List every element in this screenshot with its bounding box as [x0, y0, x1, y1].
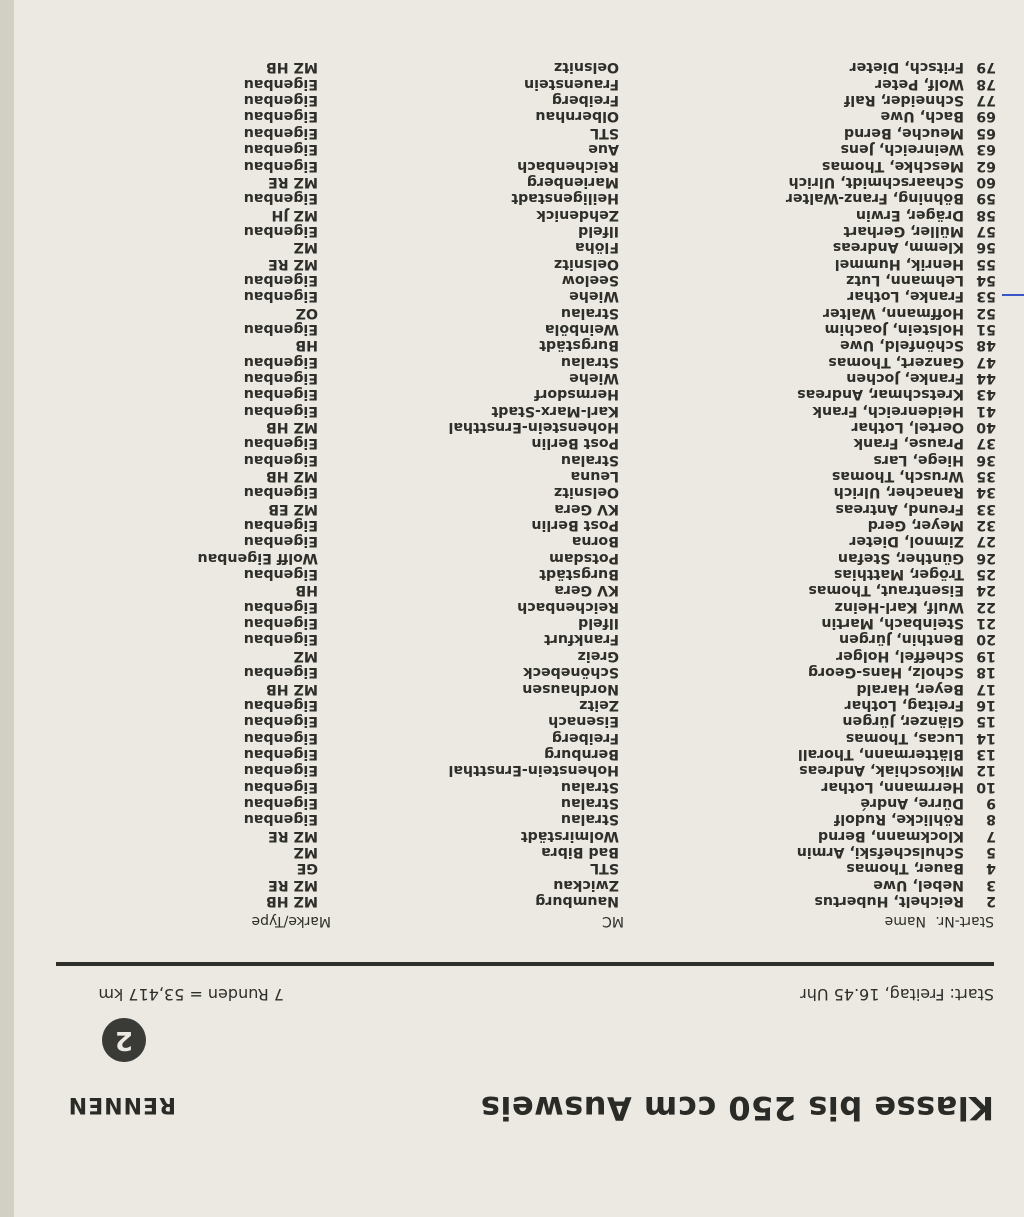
entry-club: STL [590, 124, 619, 141]
entry-start-nr: 58 [976, 206, 996, 223]
entry-club: Greiz [577, 647, 619, 664]
entry-club: Ilfeld [578, 222, 619, 239]
entry-start-nr: 5 [986, 843, 996, 860]
entry-name: Steinbach, Martin [821, 615, 964, 632]
list-item [0, 59, 1024, 75]
entry-brand: MZ [293, 843, 318, 860]
entry-brand: Eigenbau [243, 157, 318, 174]
entry-club: Reichenbach [517, 598, 619, 615]
entry-brand: Eigenbau [243, 745, 318, 762]
entry-name: Weinreich, Jens [840, 141, 964, 158]
race-number-badge: 2 [102, 1018, 146, 1062]
entry-name: Meyer, Gerd [867, 517, 964, 534]
list-item [0, 288, 1024, 304]
entry-brand: Eigenbau [243, 108, 318, 125]
list-item [0, 795, 1024, 811]
entry-name: Lucas, Thomas [845, 729, 964, 746]
entry-start-nr: 57 [976, 222, 996, 239]
list-item [0, 402, 1024, 418]
entry-club: Stralau [560, 811, 619, 828]
entry-brand: Eigenbau [243, 517, 318, 534]
entry-club: Wolmirstädt [520, 827, 619, 844]
entry-list [0, 59, 1024, 909]
list-item [0, 190, 1024, 206]
entry-start-nr: 4 [986, 860, 996, 877]
entry-brand: MZ RE [268, 827, 318, 844]
entry-brand: HB [295, 582, 318, 599]
entry-name: Henrik, Hummel [834, 255, 964, 272]
entry-name: Ranacher, Ulrich [833, 484, 964, 501]
list-item [0, 353, 1024, 369]
list-item [0, 157, 1024, 173]
list-item [0, 860, 1024, 876]
list-item [0, 75, 1024, 91]
list-item [0, 697, 1024, 713]
list-item [0, 680, 1024, 696]
race-label: RENNEN [67, 1092, 176, 1117]
list-item [0, 337, 1024, 353]
list-item [0, 582, 1024, 598]
list-item [0, 255, 1024, 271]
list-item [0, 386, 1024, 402]
list-item [0, 729, 1024, 745]
entry-brand: Eigenbau [243, 124, 318, 141]
entry-club: Marienberg [526, 173, 619, 190]
entry-start-nr: 2 [986, 893, 996, 909]
entry-start-nr: 63 [976, 141, 996, 158]
entry-start-nr: 69 [976, 108, 996, 125]
entry-brand: Eigenbau [243, 353, 318, 370]
entry-brand: MZ RE [268, 255, 318, 272]
entry-brand: Eigenbau [243, 484, 318, 501]
entry-start-nr: 79 [976, 59, 996, 76]
entry-start-nr: 35 [976, 468, 996, 485]
list-item [0, 844, 1024, 860]
pen-mark [1002, 294, 1024, 296]
entry-brand: Eigenbau [243, 794, 318, 811]
column-headers [0, 909, 1024, 929]
entry-name: Franke, Jochen [846, 370, 964, 386]
entry-start-nr: 32 [976, 517, 996, 534]
entry-start-nr: 8 [986, 811, 996, 828]
entry-name: Freitag, Lothar [844, 696, 964, 713]
entry-name: Eisentraut, Thomas [808, 582, 964, 599]
header-club: MC [602, 913, 624, 929]
list-item [0, 174, 1024, 190]
entry-start-nr: 26 [976, 549, 996, 566]
list-item [0, 304, 1024, 320]
list-item [0, 451, 1024, 467]
entry-name: Schulschefski, Armin [796, 843, 964, 860]
list-item [0, 435, 1024, 451]
entry-name: Müller, Gerhart [843, 222, 964, 239]
entry-brand: Eigenbau [243, 451, 318, 468]
entry-name: Mikoschiak, Andreas [799, 762, 964, 779]
entry-brand: Eigenbau [243, 664, 318, 681]
entry-start-nr: 27 [976, 533, 996, 550]
entry-name: Klockmann, Bernd [817, 827, 964, 844]
entry-brand: MZ RE [268, 173, 318, 190]
list-item [0, 549, 1024, 565]
entry-brand: Eigenbau [243, 615, 318, 632]
entry-brand: Eigenbau [243, 271, 318, 288]
entry-start-nr: 65 [976, 124, 996, 141]
entry-brand: Eigenbau [243, 762, 318, 779]
entry-club: Weinböla [544, 320, 619, 337]
entry-start-nr: 15 [976, 713, 996, 730]
entry-club: Olbernhau [535, 108, 619, 125]
entry-brand: MZ [293, 647, 318, 664]
entry-brand: MZ [293, 239, 318, 256]
entry-brand: Eigenbau [243, 713, 318, 730]
entry-name: Schönfeld, Uwe [840, 337, 964, 354]
entry-name: Kretschmar, Andreas [797, 386, 964, 403]
entry-name: Scholz, Hans-Georg [808, 664, 964, 681]
entry-start-nr: 18 [976, 664, 996, 681]
entry-start-nr: 34 [976, 484, 996, 501]
entry-start-nr: 3 [986, 876, 996, 893]
entry-start-nr: 19 [976, 647, 996, 664]
entry-start-nr: 41 [976, 402, 996, 419]
entry-club: Wiehe [569, 370, 619, 386]
entry-brand: GE [296, 860, 318, 877]
entry-club: Heiligenstadt [511, 190, 619, 207]
entry-name: Meschke, Thomas [821, 157, 964, 174]
entry-brand: HB [295, 337, 318, 354]
divider-line [56, 962, 994, 966]
entry-club: KV Gera [554, 500, 619, 517]
entry-start-nr: 22 [976, 598, 996, 615]
list-item [0, 631, 1024, 647]
entry-name: Reichelt, Hubertus [814, 893, 964, 909]
entry-club: Flöha [575, 239, 619, 256]
entry-club: Leuna [570, 468, 619, 485]
entry-club: Oelsnitz [554, 59, 619, 76]
entry-start-nr: 17 [976, 680, 996, 697]
entry-brand: Eigenbau [243, 696, 318, 713]
entry-club: Potsdam [549, 549, 619, 566]
list-item [0, 108, 1024, 124]
entry-start-nr: 54 [976, 271, 996, 288]
entry-start-nr: 48 [976, 337, 996, 354]
entry-club: Stralau [560, 451, 619, 468]
entry-brand: Eigenbau [243, 141, 318, 158]
entry-club: Seelow [561, 271, 619, 288]
list-item [0, 533, 1024, 549]
entry-club: Freiberg [551, 729, 619, 746]
entry-name: Hoffmann, Walter [823, 304, 964, 321]
entry-start-nr: 7 [986, 827, 996, 844]
entry-name: Oertel, Lothar [851, 419, 964, 436]
entry-name: Wulf, Karl-Heinz [834, 598, 964, 615]
entry-brand: Eigenbau [243, 435, 318, 452]
entry-name: Hiege, Lars [873, 451, 964, 468]
entry-start-nr: 78 [976, 75, 996, 92]
list-item [0, 893, 1024, 909]
entry-brand: MZ EB [268, 500, 318, 517]
list-item [0, 141, 1024, 157]
entry-start-nr: 13 [976, 745, 996, 762]
list-item [0, 598, 1024, 614]
entry-name: Scheffel, Holger [836, 647, 964, 664]
entry-start-nr: 47 [976, 353, 996, 370]
entry-name: Tröger, Matthias [833, 566, 964, 583]
entry-name: Zimnol, Dieter [849, 533, 964, 550]
entry-start-nr: 60 [976, 173, 996, 190]
entry-start-nr: 62 [976, 157, 996, 174]
entry-name: Ganzert, Thomas [828, 353, 964, 370]
header-name: Name [884, 913, 926, 929]
entry-start-nr: 36 [976, 451, 996, 468]
list-item [0, 778, 1024, 794]
entry-name: Fritsch, Dieter [849, 59, 964, 76]
entry-brand: Eigenbau [243, 222, 318, 239]
entry-name: Wolf, Peter [875, 75, 964, 92]
entry-club: Bernburg [544, 745, 619, 762]
list-item [0, 762, 1024, 778]
entry-name: Freund, Antreas [835, 500, 964, 517]
entry-club: Schönebeck [523, 664, 619, 681]
entry-club: KV Gera [554, 582, 619, 599]
entry-start-nr: 10 [976, 778, 996, 795]
race-distance: 7 Runden = 53,417 km [98, 985, 284, 1004]
entry-brand: Eigenbau [243, 92, 318, 109]
entry-name: Dräger, Erwin [855, 206, 964, 223]
entry-name: Röhlicke, Rudolf [834, 811, 964, 828]
entry-club: Zwickau [553, 876, 619, 893]
entry-name: Dürre, André [860, 794, 964, 811]
entry-club: Reichenbach [517, 157, 619, 174]
entry-start-nr: 40 [976, 419, 996, 436]
list-item [0, 370, 1024, 386]
entry-club: Aue [588, 141, 619, 158]
entry-name: Beyer, Harald [856, 680, 964, 697]
entry-brand: Eigenbau [243, 598, 318, 615]
entry-name: Lehmann, Lutz [846, 271, 964, 288]
header-start-nr: Start-Nr. [935, 913, 994, 929]
entry-club: Burgstädt [539, 337, 619, 354]
entry-club: Ilfeld [578, 615, 619, 632]
entry-club: Stralau [560, 778, 619, 795]
entry-name: Bauer, Thomas [846, 860, 964, 877]
entry-name: Schneider, Ralf [844, 92, 964, 109]
entry-name: Böhning, Franz-Walter [785, 190, 964, 207]
entry-start-nr: 14 [976, 729, 996, 746]
entry-brand: MZ HB [265, 59, 318, 76]
entry-start-nr: 59 [976, 190, 996, 207]
entry-name: Holstein, Joachim [824, 320, 964, 337]
entry-start-nr: 37 [976, 435, 996, 452]
entry-start-nr: 12 [976, 762, 996, 779]
entry-club: Eisenach [548, 713, 619, 730]
entry-name: Benthin, Jürgen [839, 631, 964, 648]
entry-brand: Wolff Eigenbau [197, 549, 318, 566]
entry-club: Nordhausen [522, 680, 619, 697]
entry-brand: MZ HB [265, 468, 318, 485]
entry-brand: Eigenbau [243, 566, 318, 583]
entry-club: Hohenstein-Ernstthal [448, 762, 619, 779]
entry-club: Stralau [560, 353, 619, 370]
entry-start-nr: 24 [976, 582, 996, 599]
list-item [0, 468, 1024, 484]
entry-club: Frauenstein [524, 75, 619, 92]
list-item [0, 272, 1024, 288]
list-item [0, 876, 1024, 892]
list-item [0, 419, 1024, 435]
entry-club: Stralau [560, 304, 619, 321]
entry-name: Meuche, Bernd [844, 124, 964, 141]
entry-start-nr: 56 [976, 239, 996, 256]
entry-club: Bad Bibra [541, 843, 619, 860]
list-item [0, 664, 1024, 680]
entry-club: STL [590, 860, 619, 877]
entry-brand: Eigenbau [243, 190, 318, 207]
entry-name: Franke, Lothar [847, 288, 964, 305]
entry-brand: Eigenbau [243, 75, 318, 92]
entry-brand: Eigenbau [243, 402, 318, 419]
entry-start-nr: 20 [976, 631, 996, 648]
entry-name: Herrmann, Lothar [821, 778, 964, 795]
entry-club: Oelsnitz [554, 255, 619, 272]
entry-club: Burgstädt [539, 566, 619, 583]
entry-club: Stralau [560, 794, 619, 811]
entry-name: Nebel, Uwe [873, 876, 964, 893]
entry-start-nr: 21 [976, 615, 996, 632]
entry-club: Naumburg [535, 893, 619, 909]
entry-brand: MZ JH [271, 206, 318, 223]
entry-brand: Eigenbau [243, 288, 318, 305]
entry-name: Glänzer, Jürgen [842, 713, 964, 730]
list-item [0, 321, 1024, 337]
entry-brand: Eigenbau [243, 778, 318, 795]
entry-club: Hohenstein-Ernstthal [448, 419, 619, 436]
entry-club: Zeitz [579, 696, 619, 713]
entry-start-nr: 52 [976, 304, 996, 321]
entry-brand: Eigenbau [243, 386, 318, 403]
entry-start-nr: 55 [976, 255, 996, 272]
list-item [0, 125, 1024, 141]
entry-club: Borna [571, 533, 619, 550]
list-item [0, 746, 1024, 762]
list-item [0, 566, 1024, 582]
list-item [0, 517, 1024, 533]
entry-start-nr: 16 [976, 696, 996, 713]
entry-brand: Eigenbau [243, 811, 318, 828]
list-item [0, 239, 1024, 255]
list-item [0, 615, 1024, 631]
list-item [0, 827, 1024, 843]
entry-brand: Eigenbau [243, 320, 318, 337]
entry-start-nr: 53 [976, 288, 996, 305]
entry-brand: Eigenbau [243, 533, 318, 550]
entry-brand: MZ HB [265, 893, 318, 909]
entry-club: Hermsdorf [534, 386, 619, 403]
entry-club: Zehdenick [536, 206, 619, 223]
list-item [0, 500, 1024, 516]
entry-brand: OZ [295, 304, 318, 321]
entry-brand: MZ RE [268, 876, 318, 893]
entry-name: Bach, Uwe [880, 108, 964, 125]
list-item [0, 206, 1024, 222]
entry-brand: MZ HB [265, 680, 318, 697]
entry-club: Karl-Marx-Stadt [491, 402, 619, 419]
list-item [0, 811, 1024, 827]
entry-club: Post Berlin [531, 517, 619, 534]
list-item [0, 484, 1024, 500]
start-time: Start: Freitag, 16.45 Uhr [800, 985, 994, 1004]
entry-start-nr: 51 [976, 320, 996, 337]
list-item [0, 92, 1024, 108]
entry-start-nr: 33 [976, 500, 996, 517]
entry-name: Schaarschmidt, Ulrich [788, 173, 964, 190]
entry-name: Günther, Stefan [837, 549, 964, 566]
entry-brand: Eigenbau [243, 631, 318, 648]
entry-club: Post Berlin [531, 435, 619, 452]
list-item [0, 223, 1024, 239]
entry-brand: Eigenbau [243, 370, 318, 386]
entry-brand: MZ HB [265, 419, 318, 436]
page-title: Klasse bis 250 ccm Ausweis [480, 1089, 994, 1127]
entry-start-nr: 9 [986, 794, 996, 811]
entry-name: Wrusch, Thomas [831, 468, 964, 485]
header-brand: Marke/Type [251, 913, 331, 929]
entry-name: Heidenreich, Frank [812, 402, 964, 419]
entry-name: Blättermann, Thorall [797, 745, 964, 762]
entry-club: Frankfurt [544, 631, 619, 648]
entry-club: Freiberg [551, 92, 619, 109]
entry-start-nr: 43 [976, 386, 996, 403]
entry-start-nr: 44 [976, 370, 996, 386]
entry-name: Klemm, Andreas [832, 239, 964, 256]
list-item [0, 713, 1024, 729]
entry-start-nr: 25 [976, 566, 996, 583]
entry-name: Prause, Frank [853, 435, 964, 452]
entry-start-nr: 77 [976, 92, 996, 109]
entry-brand: Eigenbau [243, 729, 318, 746]
list-item [0, 648, 1024, 664]
entry-club: Oelsnitz [554, 484, 619, 501]
entry-club: Wiehe [569, 288, 619, 305]
